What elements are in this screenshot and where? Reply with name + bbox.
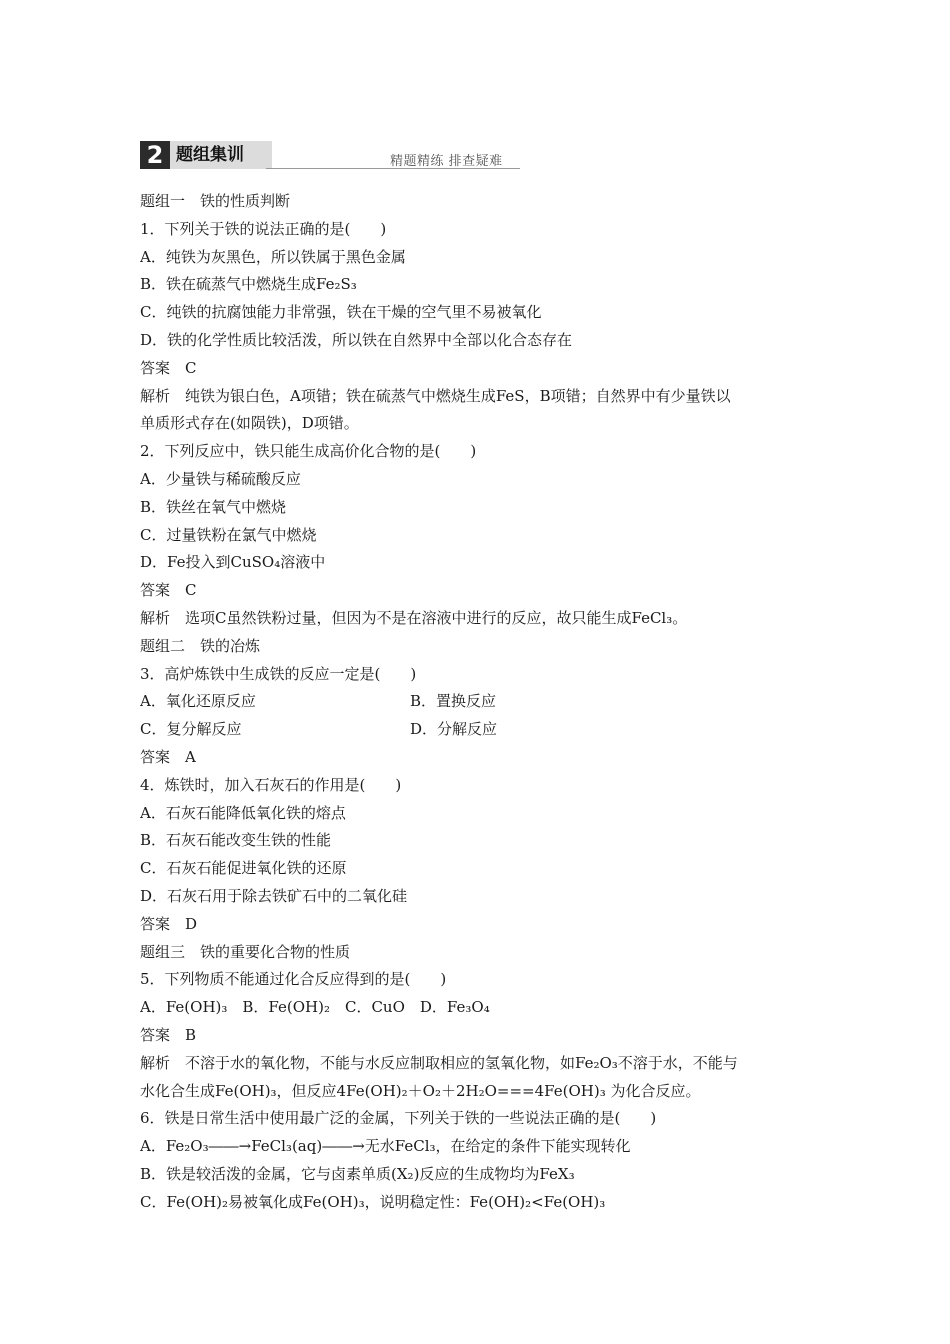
text-line: 1．下列关于铁的说法正确的是( ) bbox=[140, 219, 387, 238]
text-line: 解析 选项C虽然铁粉过量，但因为不是在溶液中进行的反应，故只能生成FeCl₃。 bbox=[140, 608, 688, 627]
text-line: 答案 C bbox=[140, 581, 197, 600]
text-line: D．铁的化学性质比较活泼，所以铁在自然界中全部以化合态存在 bbox=[140, 330, 573, 349]
text-line: B．铁是较活泼的金属，它与卤素单质(X₂)反应的生成物均为FeX₃ bbox=[140, 1164, 575, 1183]
text-line: B．铁在硫蒸气中燃烧生成Fe₂S₃ bbox=[140, 275, 357, 294]
text-line: B．石灰石能改变生铁的性能 bbox=[140, 831, 332, 850]
option-row bbox=[140, 716, 820, 744]
text-line: A．Fe₂O₃――→FeCl₃(aq)――→无水FeCl₃，在给定的条件下能实现转化 bbox=[140, 1137, 631, 1156]
text-line: 答案 B bbox=[140, 1025, 197, 1044]
text-line: A．纯铁为灰黑色，所以铁属于黑色金属 bbox=[140, 247, 406, 266]
section-banner bbox=[140, 141, 520, 171]
document-body bbox=[140, 188, 820, 1216]
text-line: 2．下列反应中，铁只能生成高价化合物的是( ) bbox=[140, 442, 477, 461]
section-subtitle: 精题精练 排查疑难 bbox=[390, 154, 503, 169]
section-number-badge: 2 bbox=[140, 141, 170, 169]
text-line: C．石灰石能促进氧化铁的还原 bbox=[140, 859, 347, 878]
option-text: D．分解反应 bbox=[410, 720, 498, 739]
option-text: C．复分解反应 bbox=[140, 720, 242, 739]
text-line: 答案 A bbox=[140, 747, 196, 766]
text-line: A．少量铁与稀硫酸反应 bbox=[140, 469, 301, 488]
text-line: C．纯铁的抗腐蚀能力非常强，铁在干燥的空气里不易被氧化 bbox=[140, 303, 542, 322]
text-line: 题组一 铁的性质判断 bbox=[140, 192, 291, 210]
text-line: 题组二 铁的冶炼 bbox=[140, 636, 261, 655]
text-line: C．Fe(OH)₂易被氧化成Fe(OH)₃，说明稳定性：Fe(OH)₂<Fe(OH)₃ bbox=[140, 1192, 606, 1211]
text-line: B．铁丝在氧气中燃烧 bbox=[140, 497, 287, 516]
text-line: 4．炼铁时，加入石灰石的作用是( ) bbox=[140, 775, 402, 794]
text-line: 解析 纯铁为银白色，A项错；铁在硫蒸气中燃烧生成FeS，B项错；自然界中有少量铁以 bbox=[140, 386, 731, 405]
text-line: 5．下列物质不能通过化合反应得到的是( ) bbox=[140, 970, 447, 989]
text-line: 单质形式存在(如陨铁)，D项错。 bbox=[140, 414, 359, 433]
text-line: 解析 不溶于水的氧化物，不能与水反应制取相应的氢氧化物，如Fe₂O₃不溶于水，不能与 bbox=[140, 1053, 738, 1072]
text-line: 答案 C bbox=[140, 358, 197, 377]
text-line: 水化合生成Fe(OH)₃，但反应4Fe(OH)₂＋O₂＋2H₂O===4Fe(OH)₃ 为化合反应。 bbox=[140, 1081, 701, 1100]
text-line: D．石灰石用于除去铁矿石中的二氧化硅 bbox=[140, 886, 408, 905]
text-line: 答案 D bbox=[140, 914, 198, 933]
section-title: 题组集训 bbox=[170, 141, 272, 169]
text-line: C．过量铁粉在氯气中燃烧 bbox=[140, 525, 317, 544]
text-line: 3．高炉炼铁中生成铁的反应一定是( ) bbox=[140, 664, 417, 683]
option-text: B．置换反应 bbox=[410, 692, 497, 711]
text-line: 6．铁是日常生活中使用最广泛的金属，下列关于铁的一些说法正确的是( ) bbox=[140, 1109, 657, 1128]
text-line: A．Fe(OH)₃ B．Fe(OH)₂ C．CuO D．Fe₃O₄ bbox=[140, 998, 490, 1017]
option-text: A．氧化还原反应 bbox=[140, 692, 256, 711]
option-row bbox=[140, 688, 820, 716]
text-line: A．石灰石能降低氧化铁的熔点 bbox=[140, 803, 346, 822]
text-line: D．Fe投入到CuSO₄溶液中 bbox=[140, 553, 326, 572]
text-line: 题组三 铁的重要化合物的性质 bbox=[140, 942, 351, 961]
